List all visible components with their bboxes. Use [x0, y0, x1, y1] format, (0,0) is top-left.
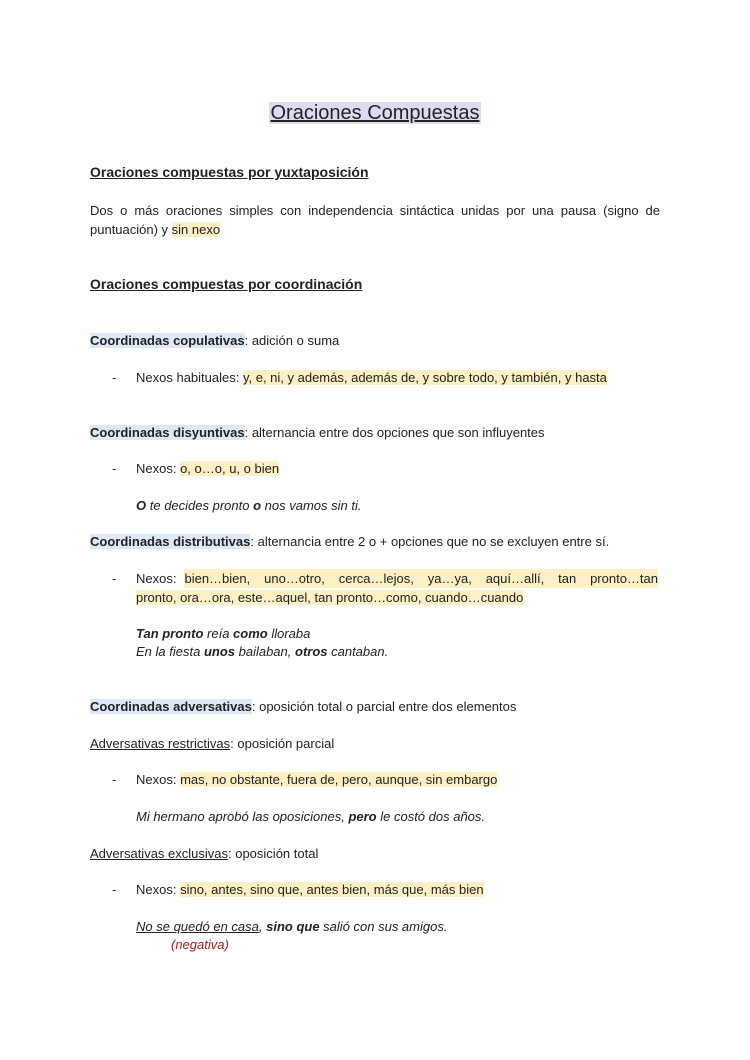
example-text: bailaban,	[235, 644, 295, 659]
adversativas-definition	[90, 697, 660, 716]
copulativas-definition	[90, 331, 660, 350]
nexos-highlight: bien…bien, uno…otro, cerca…lejos, ya…ya, aquí…allí, tan pronto…tan	[184, 571, 658, 586]
example-text: Mi hermano aprobó las oposiciones,	[136, 809, 349, 824]
exclusivas-desc: : oposición total	[228, 846, 319, 861]
example-text: cantaban.	[327, 644, 389, 659]
example-bold: pero	[348, 809, 377, 824]
term-exclusivas: Adversativas exclusivas	[90, 846, 228, 861]
example-bold: unos	[203, 644, 235, 659]
distributivas-definition	[90, 532, 660, 551]
example-text: nos vamos sin ti.	[261, 498, 362, 513]
restrictivas-example	[136, 807, 658, 826]
distributivas-desc: : alternancia entre 2 o + opciones que no se excluyen entre sí.	[250, 534, 610, 549]
example-text: En la fiesta	[136, 644, 204, 659]
nexos-highlight: y, e, ni, y además, además de, y sobre todo, y también, y hasta	[242, 370, 607, 385]
example-bold: sino que	[266, 919, 320, 934]
example-bold: o	[253, 498, 262, 513]
distributivas-example-2	[136, 642, 658, 661]
exclusivas-example	[136, 917, 658, 936]
nexos-highlight: sino, antes, sino que, antes bien, más que, más bien	[180, 882, 484, 897]
term-distributivas: Coordinadas distributivas	[90, 534, 251, 549]
heading-yuxtaposicion: Oraciones compuestas por yuxtaposición	[90, 164, 369, 180]
highlight-sin-nexo: sin nexo	[171, 222, 221, 237]
page-title-text: Oraciones Compuestas	[270, 102, 480, 124]
term-restrictivas: Adversativas restrictivas	[90, 736, 231, 751]
nexos-label: Nexos:	[136, 571, 177, 586]
yuxtaposicion-text: Dos o más oraciones simples con independencia sintáctica unidas por una pausa (signo de puntuación) y	[90, 203, 660, 237]
term-copulativas: Coordinadas copulativas	[90, 333, 245, 348]
list-dash: -	[112, 461, 117, 476]
nexos-label: Nexos:	[136, 772, 181, 787]
nexos-highlight: mas, no obstante, fuera de, pero, aunque, sin embargo	[180, 772, 498, 787]
disyuntivas-definition	[90, 423, 660, 442]
page-title	[0, 100, 750, 126]
example-text: reía	[203, 626, 234, 641]
example-bold: otros	[295, 644, 328, 659]
yuxtaposicion-definition	[90, 201, 660, 239]
copulativas-nexos	[136, 368, 658, 387]
copulativas-desc: : adición o suma	[244, 333, 340, 348]
exclusivas-nexos	[136, 880, 658, 899]
restrictivas-definition	[90, 734, 660, 753]
disyuntivas-desc: : alternancia entre dos opciones que son influyentes	[244, 425, 545, 440]
distributivas-example-1	[136, 624, 658, 643]
nexos-highlight: o, o…o, u, o bien	[180, 461, 280, 476]
example-bold: O	[136, 498, 147, 513]
nexos-label: Nexos habituales:	[136, 370, 243, 385]
example-text: lloraba	[267, 626, 311, 641]
disyuntivas-nexos	[136, 459, 658, 478]
example-text: le costó dos años.	[376, 809, 486, 824]
heading-coordinacion: Oraciones compuestas por coordinación	[90, 276, 363, 292]
list-dash: -	[112, 772, 117, 787]
annotation-negativa: (negativa)	[171, 937, 229, 952]
example-text: te decides pronto	[146, 498, 254, 513]
nexos-label: Nexos:	[136, 882, 181, 897]
example-underlined: No se quedó en casa	[136, 919, 259, 934]
example-text: salió con sus amigos.	[319, 919, 448, 934]
restrictivas-desc: : oposición parcial	[230, 736, 335, 751]
nexos-label: Nexos:	[136, 461, 181, 476]
nexos-highlight: pronto, ora…ora, este…aquel, tan pronto…como, cuando…cuando	[136, 590, 524, 605]
example-bold: como	[233, 626, 268, 641]
term-adversativas: Coordinadas adversativas	[90, 699, 252, 714]
list-dash: -	[112, 370, 117, 385]
term-disyuntivas: Coordinadas disyuntivas	[90, 425, 245, 440]
adversativas-desc: : oposición total o parcial entre dos elementos	[251, 699, 517, 714]
distributivas-nexos	[136, 569, 658, 607]
disyuntivas-example	[136, 496, 658, 515]
example-bold: Tan pronto	[136, 626, 204, 641]
restrictivas-nexos	[136, 770, 658, 789]
exclusivas-definition	[90, 844, 660, 863]
list-dash: -	[112, 882, 117, 897]
list-dash: -	[112, 571, 117, 586]
example-text: ,	[258, 919, 267, 934]
